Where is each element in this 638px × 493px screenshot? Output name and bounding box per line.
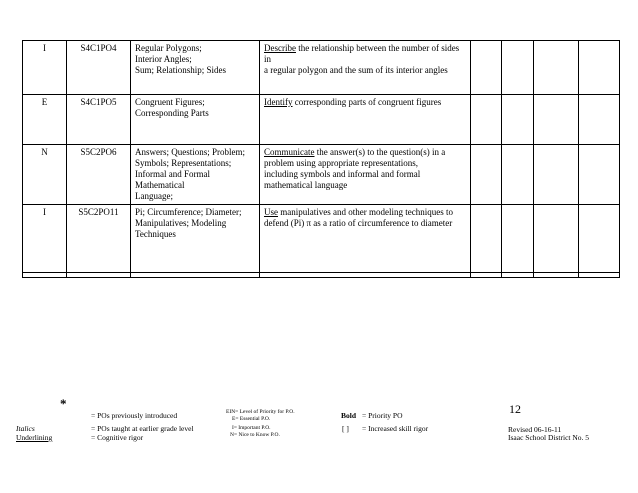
po-code-cell: S5C2PO6 — [67, 145, 131, 205]
topic-line: Interior Angles; — [135, 54, 192, 64]
description-text: the relationship between the number of sides in — [264, 43, 460, 64]
priority-level-cell: I — [23, 205, 67, 273]
empty-cell — [579, 205, 620, 273]
page-number: 12 — [509, 402, 521, 416]
empty-cell — [534, 95, 579, 145]
empty-cell — [502, 95, 534, 145]
district-name: Isaac School District No. 5 — [508, 433, 590, 442]
empty-cell — [23, 273, 67, 278]
empty-cell — [471, 205, 502, 273]
topic-line: Corresponding Parts — [135, 108, 209, 118]
table-row — [23, 41, 620, 95]
underlining-label: Underlining — [16, 433, 53, 442]
table-row — [23, 145, 620, 205]
cognitive-verb: Describe — [264, 43, 296, 53]
topic-line: Manipulatives; Modeling — [135, 218, 227, 228]
description-line — [264, 97, 466, 108]
empty-cell — [579, 95, 620, 145]
priority-level-cell: N — [23, 145, 67, 205]
table-row — [23, 95, 620, 145]
empty-cell — [534, 273, 579, 278]
brackets-label: [ ] — [342, 424, 349, 433]
empty-cell — [579, 41, 620, 95]
empty-cell — [260, 273, 471, 278]
brackets-legend-text: = Increased skill rigor — [362, 424, 429, 433]
underlining-legend-text: = Cognitive rigor — [91, 433, 144, 442]
empty-cell — [67, 273, 131, 278]
priority-legend-n: N= Nice to Know P.O. — [230, 432, 280, 438]
empty-cell — [471, 145, 502, 205]
objective-description-cell — [260, 145, 471, 205]
priority-legend-i: I= Important P.O. — [232, 425, 271, 431]
empty-cell — [471, 41, 502, 95]
topic-line: Answers; Questions; Problem; — [135, 147, 245, 157]
empty-cell — [579, 145, 620, 205]
topic-line: Techniques — [135, 229, 176, 239]
table-row — [23, 273, 620, 278]
topics-cell — [131, 41, 260, 95]
description-line — [264, 43, 466, 65]
bold-legend-text: = Priority PO — [362, 411, 403, 420]
cognitive-verb: Communicate — [264, 147, 315, 157]
italics-label: Italics — [16, 424, 35, 433]
priority-level-cell: I — [23, 41, 67, 95]
description-line: problem using appropriate representations, — [264, 158, 418, 168]
revised-date: Revised 06-16-11 — [508, 425, 562, 434]
empty-cell — [534, 41, 579, 95]
po-code-cell: S5C2PO11 — [67, 205, 131, 273]
topic-line: Congruent Figures; — [135, 97, 205, 107]
cognitive-verb: Use — [264, 207, 278, 217]
empty-cell — [471, 273, 502, 278]
description-text: manipulatives and other modeling techniques to — [278, 207, 453, 217]
topics-cell — [131, 205, 260, 273]
table-row — [23, 205, 620, 273]
description-text: the answer(s) to the question(s) in a — [314, 147, 446, 157]
topics-cell — [131, 145, 260, 205]
po-code-cell: S4C1PO4 — [67, 41, 131, 95]
empty-cell — [534, 145, 579, 205]
topic-line: Symbols; Representations; — [135, 158, 232, 168]
description-line: including symbols and informal and formal — [264, 169, 421, 179]
bold-label: Bold — [341, 411, 357, 420]
description-line — [264, 147, 466, 158]
description-text: corresponding parts of congruent figures — [292, 97, 442, 107]
empty-cell — [502, 273, 534, 278]
po-code-cell: S4C1PO5 — [67, 95, 131, 145]
empty-cell — [502, 205, 534, 273]
priority-level-cell: E — [23, 95, 67, 145]
empty-cell — [502, 145, 534, 205]
priority-legend-e: E= Essential P.O. — [232, 416, 271, 422]
description-line: defend (Pi) π as a ratio of circumference to diameter — [264, 218, 453, 228]
star-marker: * — [60, 396, 67, 411]
topic-line: Mathematical — [135, 180, 185, 190]
topic-line: Pi; Circumference; Diameter; — [135, 207, 242, 217]
performance-objectives-table — [22, 40, 620, 278]
topic-line: Language; — [135, 191, 173, 201]
topics-cell — [131, 95, 260, 145]
description-line — [264, 207, 466, 218]
empty-cell — [534, 205, 579, 273]
objective-description-cell — [260, 95, 471, 145]
cognitive-verb: Identify — [264, 97, 293, 107]
empty-cell — [502, 41, 534, 95]
topic-line: Regular Polygons; — [135, 43, 202, 53]
empty-cell — [579, 273, 620, 278]
description-line: a regular polygon and the sum of its interior angles — [264, 65, 448, 75]
star-legend-text: = POs previously introduced — [91, 411, 178, 420]
objective-description-cell — [260, 41, 471, 95]
topic-line: Informal and Formal — [135, 169, 210, 179]
objective-description-cell — [260, 205, 471, 273]
priority-legend-title: EIN= Level of Priority for P.O. — [226, 409, 295, 415]
empty-cell — [471, 95, 502, 145]
description-line: mathematical language — [264, 180, 348, 190]
empty-cell — [131, 273, 260, 278]
topic-line: Sum; Relationship; Sides — [135, 65, 227, 75]
italics-legend-text: = POs taught at earlier grade level — [91, 424, 194, 433]
